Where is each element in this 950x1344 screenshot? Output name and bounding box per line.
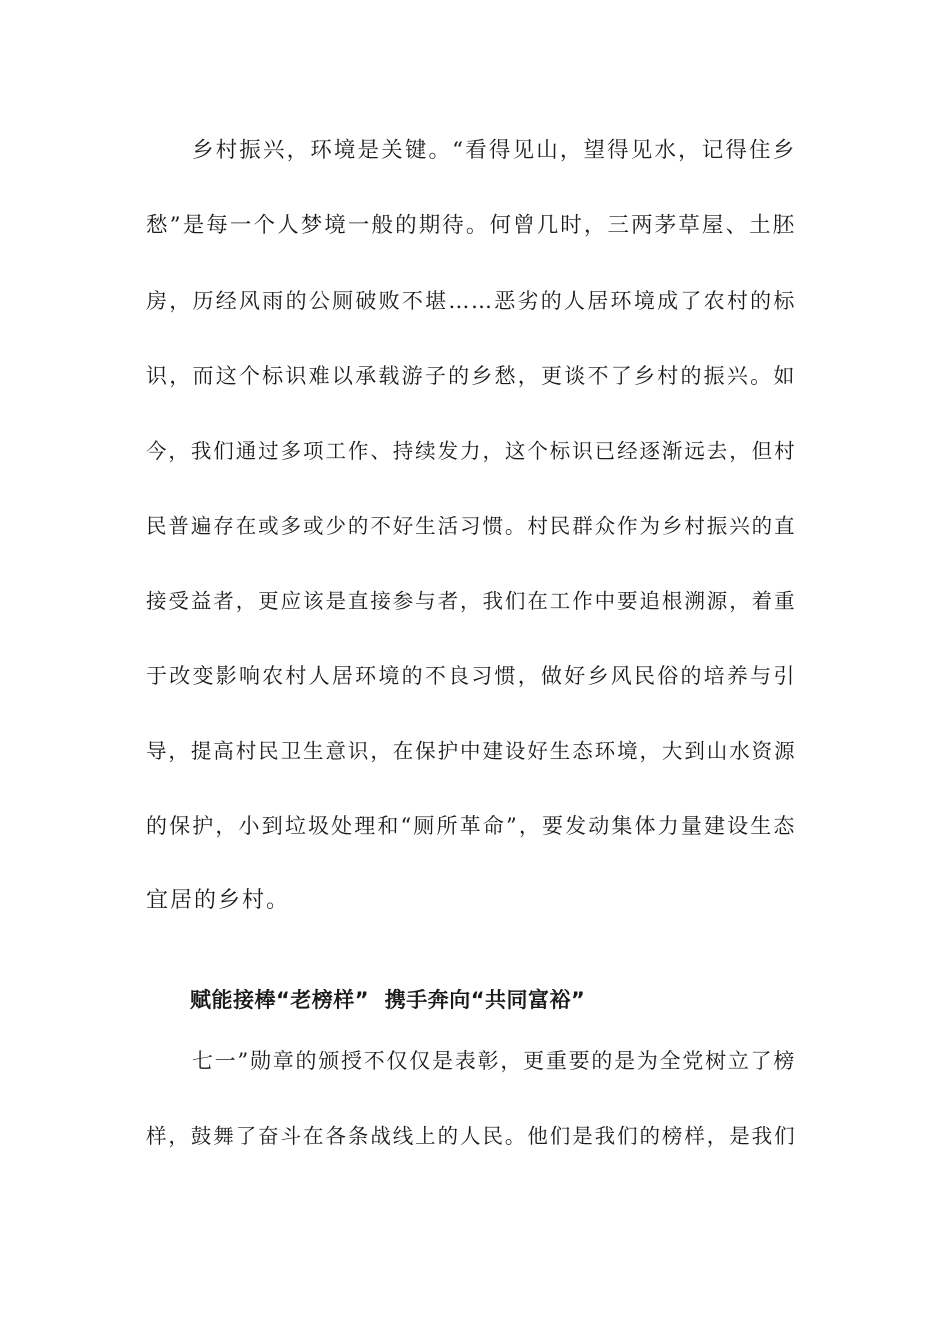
paragraph1-line-10: 的保护，小到垃圾处理和“厕所革命”，要发动集体力量建设生态 xyxy=(146,814,796,838)
paragraph1-line-11: 宜居的乡村。 xyxy=(146,888,291,913)
paragraph1-line-6: 民普遍存在或多或少的不好生活习惯。村民群众作为乡村振兴的直 xyxy=(146,514,796,538)
paragraph1-line-3: 房，历经风雨的公厕破败不堪……恶劣的人居环境成了农村的标 xyxy=(146,289,796,313)
paragraph1-line-8: 于改变影响农村人居环境的不良习惯，做好乡风民俗的培养与引 xyxy=(146,664,796,688)
section-heading: 赋能接棒“老榜样” 携手奔向“共同富裕” xyxy=(190,988,586,1012)
paragraph1-line-7: 接受益者，更应该是直接参与者，我们在工作中要追根溯源，着重 xyxy=(146,589,796,613)
paragraph1-line-5: 今，我们通过多项工作、持续发力，这个标识已经逐渐远去，但村 xyxy=(146,439,796,463)
paragraph1-line-2: 愁”是每一个人梦境一般的期待。何曾几时，三两茅草屋、土胚 xyxy=(146,213,796,238)
paragraph1-line-4: 识，而这个标识难以承载游子的乡愁，更谈不了乡村的振兴。如 xyxy=(146,364,796,388)
paragraph2-line-1: 七一”勋章的颁授不仅仅是表彰，更重要的是为全党树立了榜 xyxy=(192,1049,796,1073)
paragraph2-line-2: 样，鼓舞了奋斗在各条战线上的人民。他们是我们的榜样，是我们 xyxy=(146,1124,796,1148)
paragraph1-line-1: 乡村振兴，环境是关键。“看得见山，望得见水，记得住乡 xyxy=(192,138,796,163)
paragraph1-line-9: 导，提高村民卫生意识，在保护中建设好生态环境，大到山水资源 xyxy=(146,739,796,763)
